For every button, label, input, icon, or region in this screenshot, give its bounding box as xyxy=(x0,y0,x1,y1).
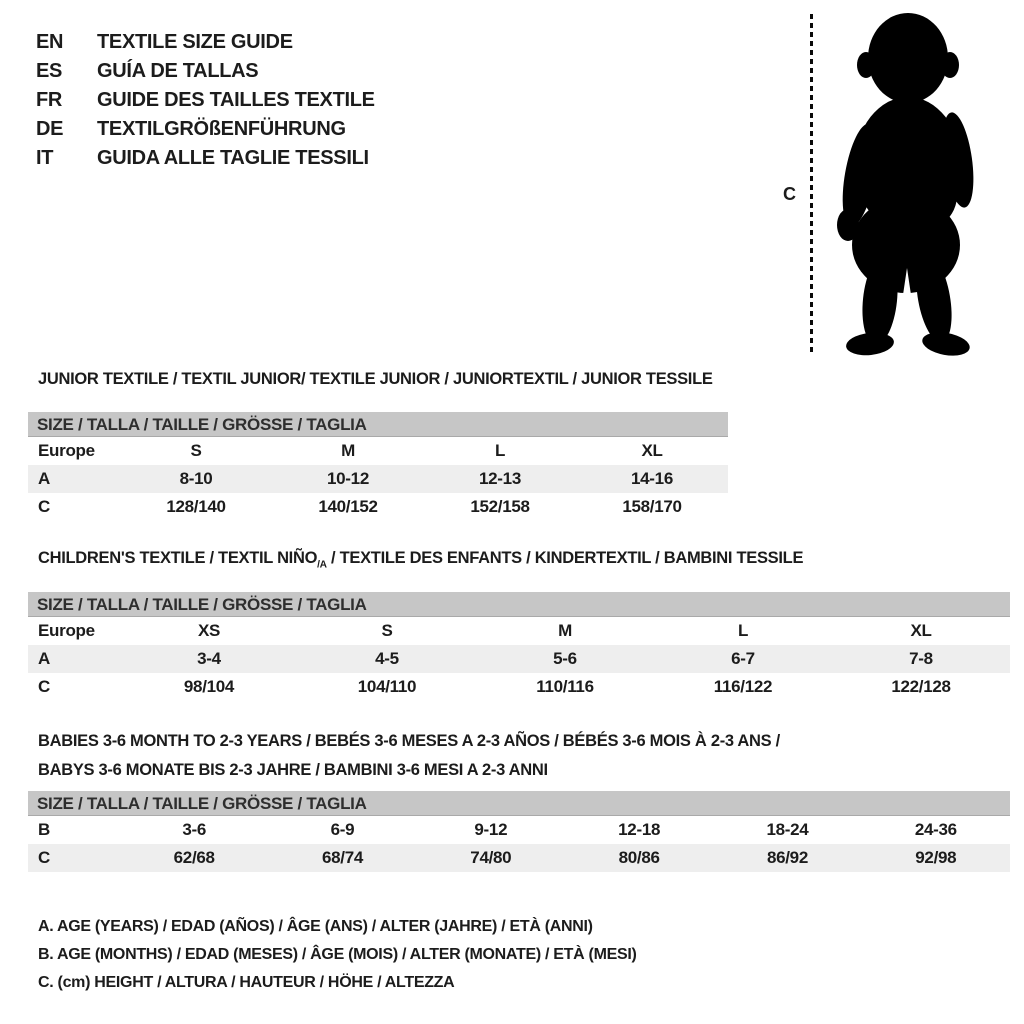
footnote-a: A. AGE (YEARS) / EDAD (AÑOS) / ÂGE (ANS) / ALTER (JAHRE) / ETÀ (ANNI) xyxy=(38,918,593,935)
height-cell: 98/104 xyxy=(183,677,235,696)
size-header-bar: SIZE / TALLA / TAILLE / GRÖSSE / TAGLIA xyxy=(28,791,1010,816)
age-cell: 14-16 xyxy=(631,469,673,488)
age-cell: 7-8 xyxy=(909,649,933,668)
row-label: C xyxy=(38,677,50,696)
size-cell: L xyxy=(494,441,506,460)
footnote-b: B. AGE (MONTHS) / EDAD (MESES) / ÂGE (MOIS) / ALTER (MONATE) / ETÀ (MESI) xyxy=(38,946,637,963)
size-cell: M xyxy=(558,621,572,640)
junior-section-title: JUNIOR TEXTILE / TEXTIL JUNIOR/ TEXTILE JUNIOR / JUNIORTEXTIL / JUNIOR TESSILE xyxy=(38,370,713,388)
row-label: A xyxy=(38,649,50,668)
language-row xyxy=(36,144,375,173)
guide-title: TEXTILE SIZE GUIDE xyxy=(97,31,293,53)
language-title-list xyxy=(36,28,375,173)
row-label: Europe xyxy=(38,621,95,640)
size-header-bar: SIZE / TALLA / TAILLE / GRÖSSE / TAGLIA xyxy=(28,592,1010,617)
size-cell: L xyxy=(737,621,749,640)
table-row-europe xyxy=(28,617,1010,645)
height-cell: 80/86 xyxy=(618,848,660,867)
language-row xyxy=(36,57,375,86)
guide-title: GUIDA ALLE TAGLIE TESSILI xyxy=(97,147,369,169)
age-cell: 6-7 xyxy=(731,649,755,668)
table-row-height xyxy=(28,673,1010,701)
row-label: C xyxy=(38,848,50,867)
guide-title: GUÍA DE TALLAS xyxy=(97,60,259,82)
age-cell: 8-10 xyxy=(179,469,213,488)
height-cell: 152/158 xyxy=(470,497,530,516)
language-row xyxy=(36,86,375,115)
size-header-bar: SIZE / TALLA / TAILLE / GRÖSSE / TAGLIA xyxy=(28,412,728,437)
age-cell: 6-9 xyxy=(330,820,355,839)
language-code: IT xyxy=(36,147,54,169)
baby-silhouette-icon xyxy=(820,10,995,360)
height-cell: 110/116 xyxy=(536,677,594,696)
size-cell: XL xyxy=(910,621,932,640)
language-row xyxy=(36,115,375,144)
table-row-height xyxy=(28,844,1010,872)
age-cell: 3-4 xyxy=(197,649,221,668)
height-dotted-line-icon xyxy=(810,14,813,356)
height-cell: 74/80 xyxy=(470,848,512,867)
language-row xyxy=(36,28,375,57)
age-cell: 10-12 xyxy=(327,469,369,488)
language-code: DE xyxy=(36,118,64,140)
row-label: B xyxy=(38,820,50,839)
table-row-age xyxy=(28,465,728,493)
height-cell: 122/128 xyxy=(891,677,951,696)
table-row-age xyxy=(28,645,1010,673)
babies-section-title xyxy=(38,727,780,785)
age-cell: 5-6 xyxy=(553,649,577,668)
height-cell: 86/92 xyxy=(766,848,808,867)
height-cell: 62/68 xyxy=(173,848,215,867)
language-code: ES xyxy=(36,60,63,82)
guide-title: GUIDE DES TAILLES TEXTILE xyxy=(97,89,375,111)
children-title-suffix: / TEXTILE DES ENFANTS / KINDERTEXTIL / BAMBINI TESSILE xyxy=(326,549,804,567)
guide-title: TEXTILGRÖßENFÜHRUNG xyxy=(97,118,346,140)
size-cell: M xyxy=(341,441,355,460)
table-row-height xyxy=(28,493,728,521)
children-size-table xyxy=(28,592,1010,701)
row-label: A xyxy=(38,469,50,488)
legend-footnotes xyxy=(38,913,637,997)
children-title-prefix: CHILDREN'S TEXTILE / TEXTIL NIÑO xyxy=(38,549,318,567)
age-cell: 9-12 xyxy=(474,820,508,839)
age-cell: 4-5 xyxy=(375,649,399,668)
language-code: EN xyxy=(36,31,64,53)
height-cell: 92/98 xyxy=(915,848,957,867)
table-row-europe xyxy=(28,437,728,465)
children-section-title xyxy=(38,549,803,570)
age-cell: 12-13 xyxy=(479,469,521,488)
age-cell: 24-36 xyxy=(914,820,957,839)
babies-size-table xyxy=(28,791,1010,872)
height-measure-label: C xyxy=(783,184,796,204)
height-cell: 128/140 xyxy=(166,497,226,516)
height-cell: 116/122 xyxy=(713,677,773,696)
size-cell: XS xyxy=(197,621,221,640)
footnote-c: C. (cm) HEIGHT / ALTURA / HAUTEUR / HÖHE / ALTEZZA xyxy=(38,974,455,991)
size-cell: XL xyxy=(641,441,663,460)
age-cell: 12-18 xyxy=(618,820,661,839)
babies-title-line1: BABIES 3-6 MONTH TO 2-3 YEARS / BEBÉS 3-6 MESES A 2-3 AÑOS / BÉBÉS 3-6 MOIS À 2-3 ANS / xyxy=(38,732,780,750)
height-cell: 104/110 xyxy=(357,677,417,696)
size-cell: S xyxy=(381,621,393,640)
height-cell: 140/152 xyxy=(318,497,378,516)
size-cell: S xyxy=(190,441,202,460)
children-title-subscript: /A xyxy=(317,559,327,571)
row-label: Europe xyxy=(38,441,95,460)
table-row-age-months xyxy=(28,816,1010,844)
junior-size-table xyxy=(28,412,728,521)
height-cell: 68/74 xyxy=(321,848,364,867)
baby-height-figure xyxy=(770,0,1024,370)
language-code: FR xyxy=(36,89,63,111)
age-cell: 3-6 xyxy=(182,820,206,839)
age-cell: 18-24 xyxy=(766,820,809,839)
height-cell: 158/170 xyxy=(622,497,682,516)
row-label: C xyxy=(38,497,50,516)
babies-title-line2: BABYS 3-6 MONATE BIS 2-3 JAHRE / BAMBINI 3-6 MESI A 2-3 ANNI xyxy=(38,761,548,779)
